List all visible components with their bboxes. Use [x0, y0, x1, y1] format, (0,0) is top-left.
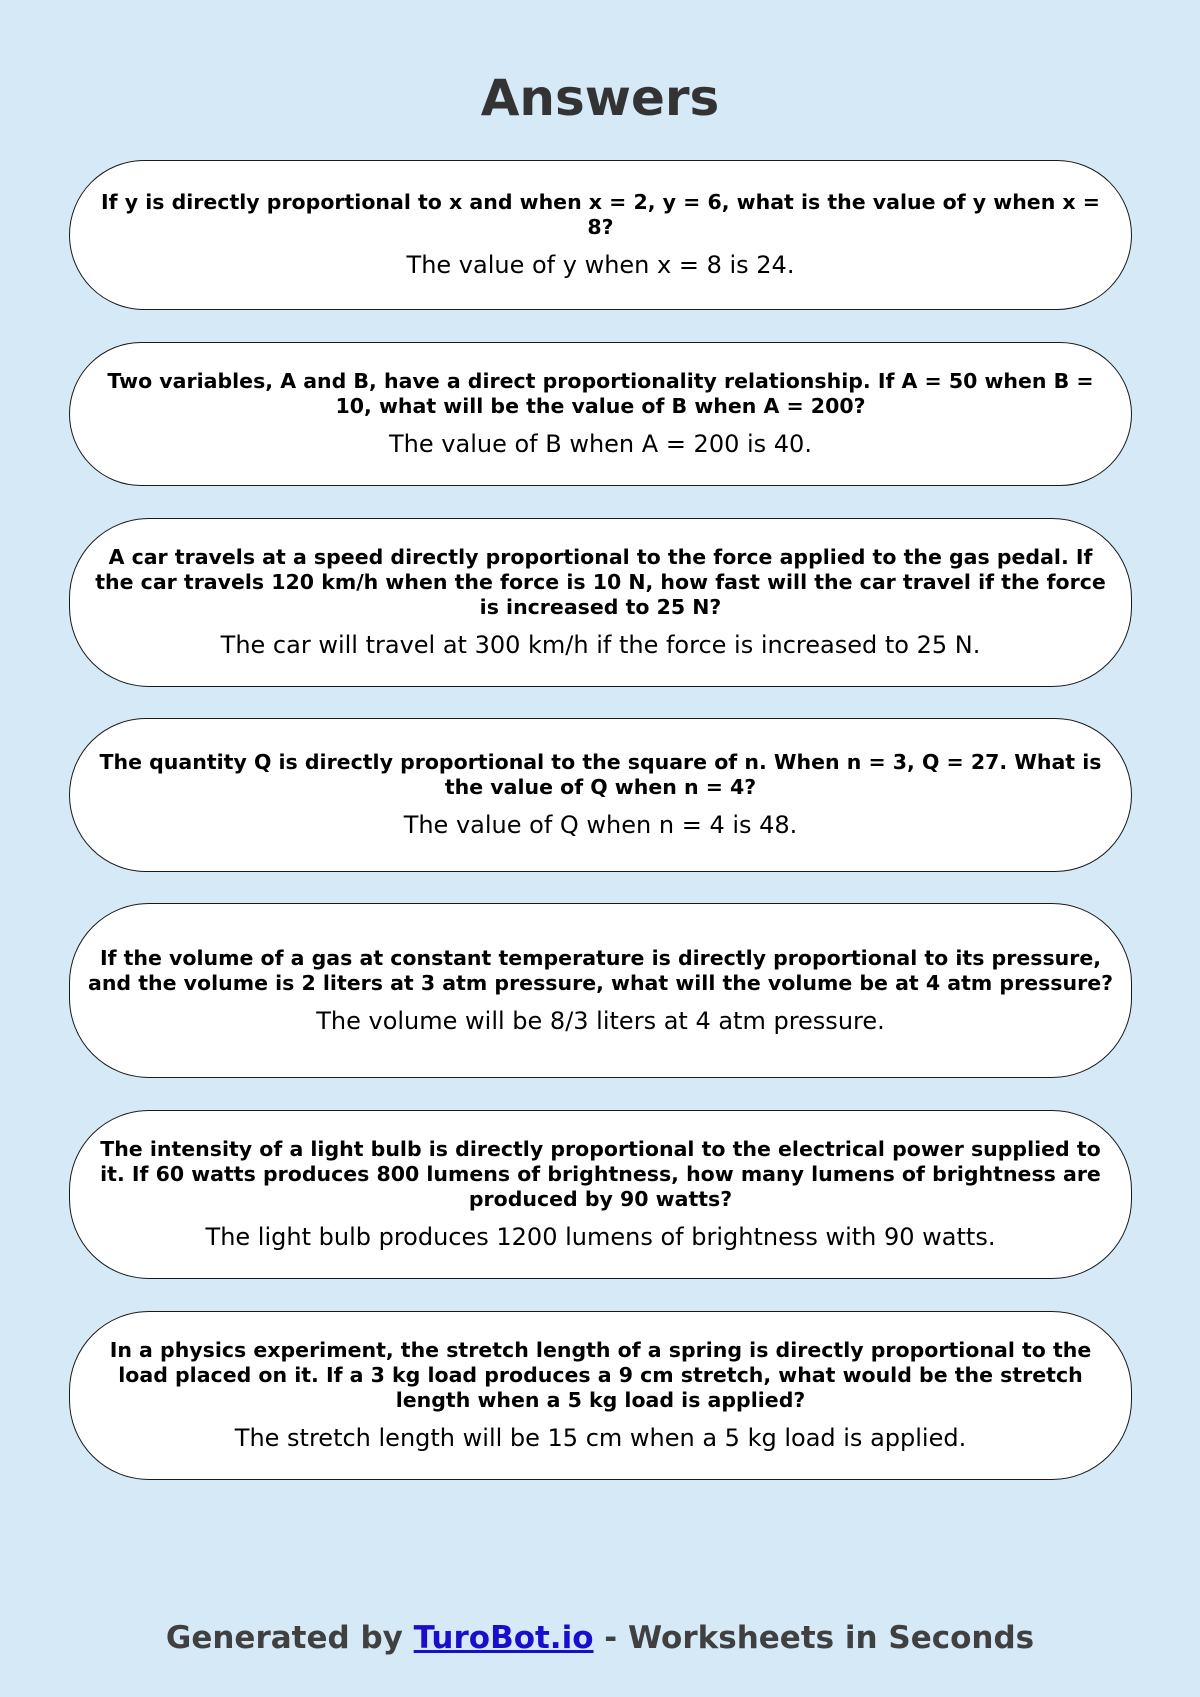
- turobot-link[interactable]: TuroBot.io: [413, 1620, 594, 1656]
- answer-card: [69, 342, 1132, 486]
- footer: [0, 1618, 1200, 1658]
- answer-card: [69, 903, 1132, 1078]
- answer-card: [69, 518, 1132, 687]
- answer-card: [69, 160, 1132, 310]
- question-text: In a physics experiment, the stretch length of a spring is directly proportional to the load placed on it. If a 3 kg load produces a 9 cm stretch, what would be the stretch length when a 5 kg load is applied?: [109, 1338, 1092, 1412]
- answer-text: The car will travel at 300 km/h if the force is increased to 25 N.: [220, 631, 981, 659]
- answer-card: [69, 1110, 1132, 1279]
- question-text: Two variables, A and B, have a direct proportionality relationship. If A = 50 when B = 10, what will be the value of B when A = 200?: [107, 369, 1094, 418]
- page-title: Answers: [480, 69, 720, 127]
- answer-card: [69, 1311, 1132, 1480]
- answer-text: The volume will be 8/3 liters at 4 atm pressure.: [316, 1006, 885, 1035]
- answer-text: The value of Q when n = 4 is 48.: [403, 811, 798, 839]
- answer-text: The stretch length will be 15 cm when a 5 kg load is applied.: [234, 1424, 967, 1452]
- answer-card: [69, 718, 1132, 872]
- answer-text: The value of B when A = 200 is 40.: [389, 430, 812, 458]
- question-text: If the volume of a gas at constant temperature is directly proportional to its pressure, and the volume is 2 liters at 3 atm pressure, what will the volume be at 4 atm pressure?: [87, 945, 1113, 995]
- question-text: The intensity of a light bulb is directly proportional to the electrical power supplied to it. If 60 watts produces 800 lumens of brightness, how many lumens of brightness are produced by 90 watts?: [100, 1137, 1101, 1211]
- question-text: If y is directly proportional to x and when x = 2, y = 6, what is the value of y when x = 8?: [101, 190, 1100, 239]
- answer-text: The light bulb produces 1200 lumens of brightness with 90 watts.: [205, 1223, 996, 1251]
- question-text: A car travels at a speed directly proportional to the force applied to the gas pedal. If the car travels 120 km/h when the force is 10 N, how fast will the car travel if the force is increased to 25 N?: [95, 545, 1106, 619]
- footer-prefix: Generated by: [165, 1620, 414, 1656]
- answer-text: The value of y when x = 8 is 24.: [406, 251, 795, 279]
- question-text: The quantity Q is directly proportional to the square of n. When n = 3, Q = 27. What is the value of Q when n = 4?: [99, 750, 1102, 799]
- footer-suffix: - Worksheets in Seconds: [593, 1620, 1035, 1656]
